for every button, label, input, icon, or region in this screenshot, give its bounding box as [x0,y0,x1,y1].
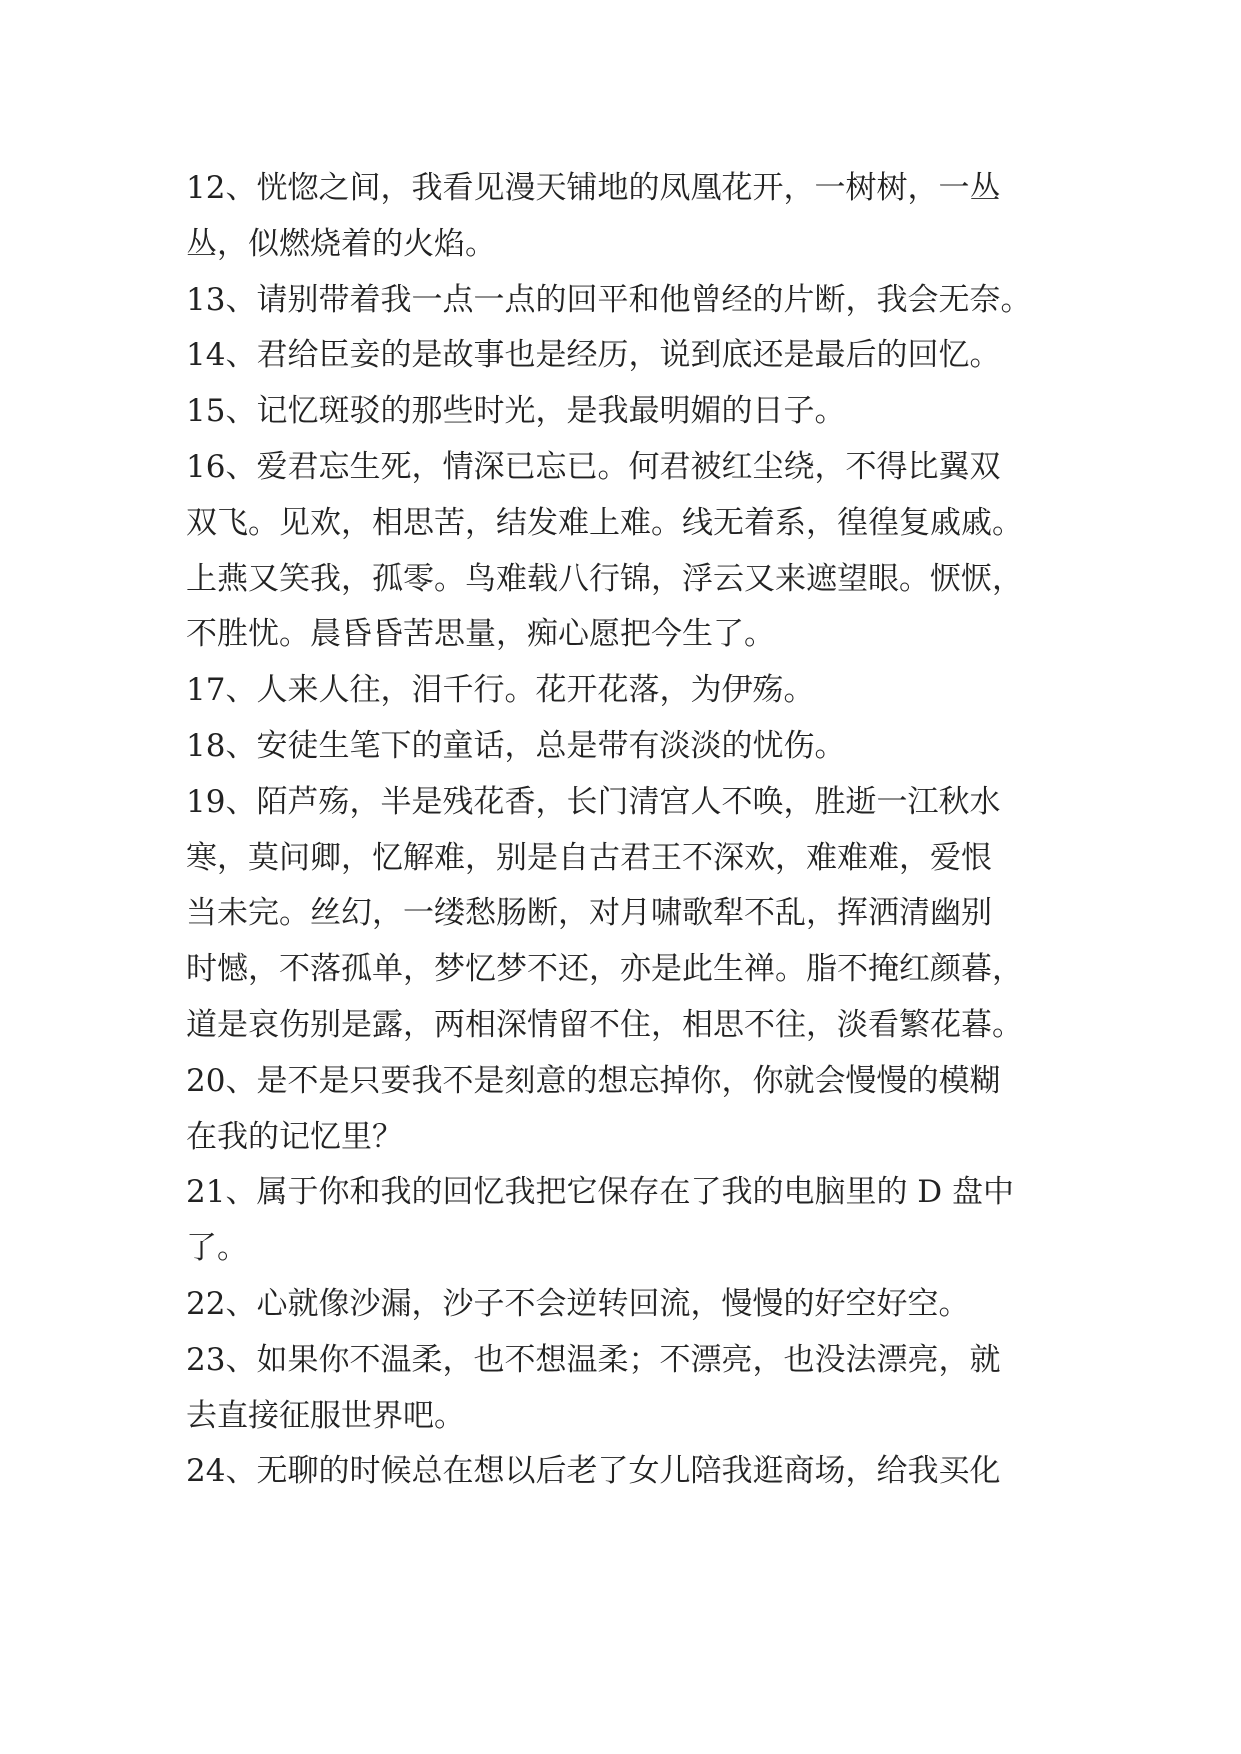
text-line: 14、君给臣妾的是故事也是经历，说到底还是最后的回忆。 [186,337,1001,374]
list-item [186,1277,1066,1333]
text-line: 12、恍惚之间，我看见漫天铺地的凤凰花开，一树树，一丛 [186,170,1001,206]
list-item [186,1333,1066,1445]
text-line: 19、陌芦殇，半是残花香，长门清宫人不唤，胜逝一江秋水 [186,783,1001,820]
text-line: 丛，似燃烧着的火焰。 [186,225,496,262]
list-item [186,1165,1066,1277]
text-line: 16、爱君忘生死，情深已忘已。何君被红尘绕，不得比翼双 [186,448,1001,485]
text-line: 去直接征服世界吧。 [186,1397,465,1434]
text-line: 当未完。丝幻，一缕愁肠断，对月啸歌犁不乱，挥洒清幽别 [186,895,992,932]
text-line: 20、是不是只要我不是刻意的想忘掉你，你就会慢慢的模糊 [186,1062,1001,1099]
list-item [186,328,1066,384]
text-line: 在我的记忆里？ [186,1118,403,1155]
text-line: 23、如果你不温柔，也不想温柔；不漂亮，也没法漂亮，就 [186,1341,1001,1378]
text-line: 17、人来人往，泪千行。花开花落，为伊殇。 [186,672,815,709]
document-body [186,161,1066,1500]
list-item [186,719,1066,775]
text-line: 15、记忆斑驳的那些时光，是我最明媚的日子。 [186,393,846,430]
text-line: 13、请别带着我一点一点的回平和他曾经的片断，我会无奈。 [186,281,1032,318]
text-line: 22、心就像沙漏，沙子不会逆转回流，慢慢的好空好空。 [186,1285,970,1322]
text-line: 了。 [186,1230,248,1267]
list-item [186,273,1066,329]
list-item [186,1054,1066,1166]
text-line: 时憾，不落孤单，梦忆梦不还，亦是此生禅。脂不掩红颜暮， [186,951,1023,988]
text-line: 上燕又笑我，孤零。鸟难载八行锦，浮云又来遮望眼。恹恹， [186,560,1023,597]
text-line: 21、属于你和我的回忆我把它保存在了我的电脑里的 D 盘中 [186,1174,1015,1211]
text-line: 24、无聊的时候总在想以后老了女儿陪我逛商场，给我买化 [186,1453,1001,1490]
list-item [186,775,1066,1054]
text-line: 不胜忧。晨昏昏苦思量，痴心愿把今生了。 [186,616,775,653]
list-item [186,1444,1066,1500]
list-item [186,440,1066,663]
list-item [186,384,1066,440]
text-line: 双飞。见欢，相思苦，结发难上难。线无着系，徨徨复戚戚。 [186,504,1023,541]
text-line: 18、安徒生笔下的童话，总是带有淡淡的忧伤。 [186,727,846,764]
list-item [186,663,1066,719]
text-line: 道是哀伤别是露，两相深情留不住，相思不往，淡看繁花暮。 [186,1006,1023,1043]
text-line: 寒，莫问卿，忆解难，别是自古君王不深欢，难难难，爱恨 [186,839,992,876]
list-item [186,161,1066,273]
